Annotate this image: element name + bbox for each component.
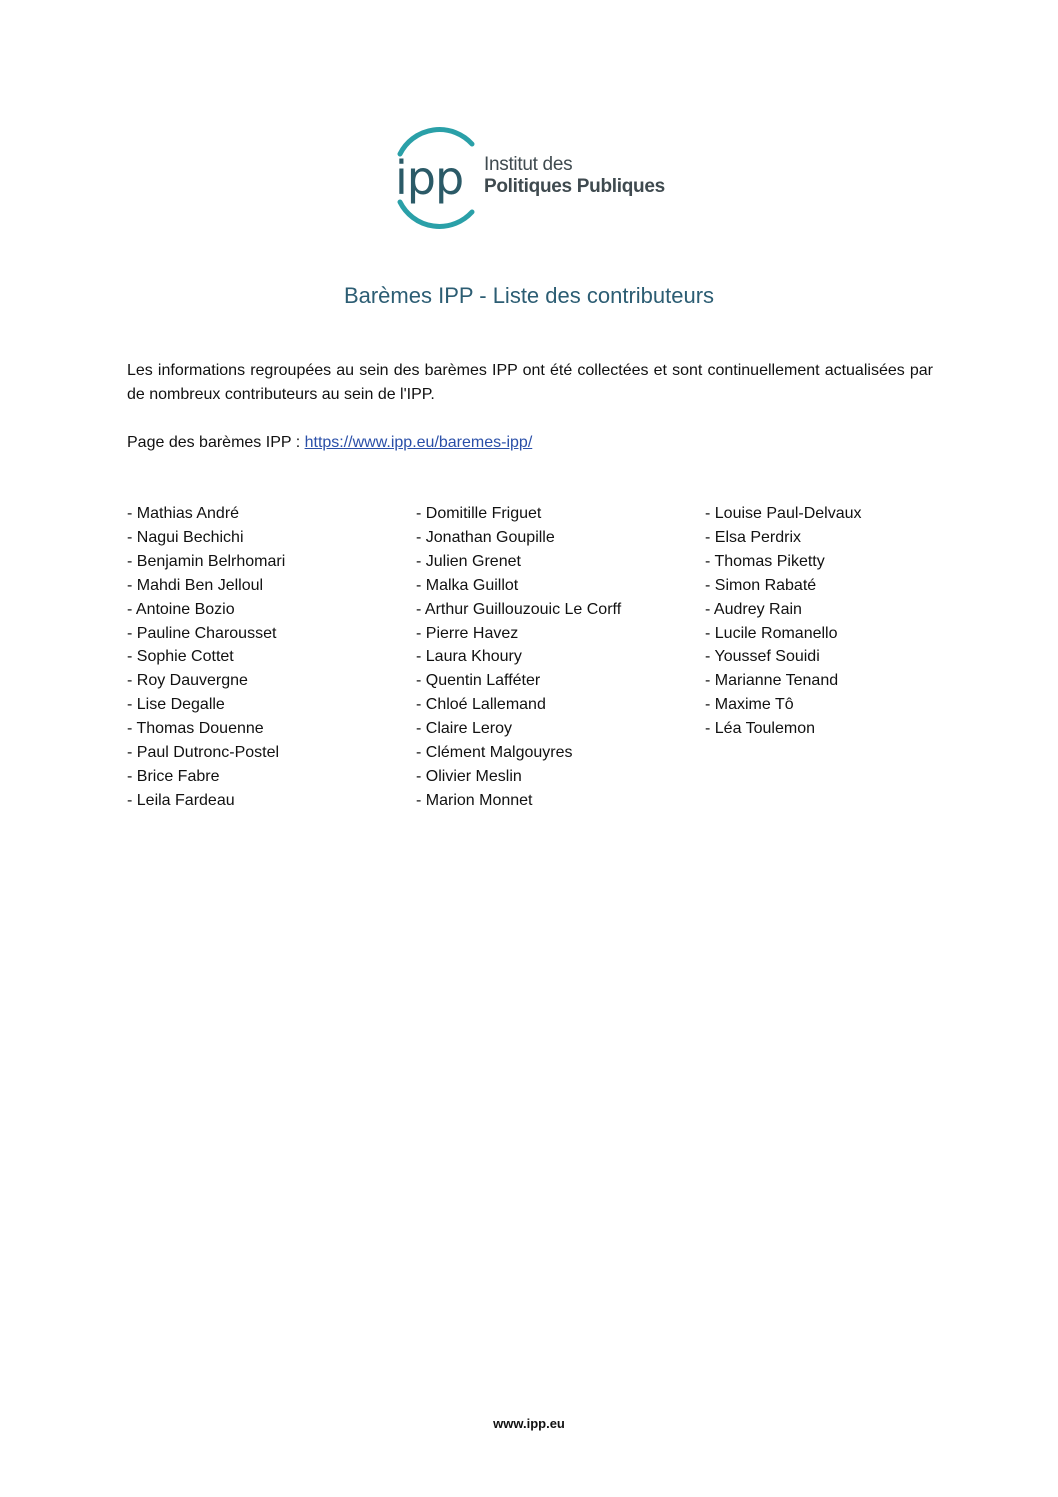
- contributor-item: - Thomas Piketty: [705, 552, 825, 570]
- contributor-item: - Olivier Meslin: [416, 767, 522, 785]
- contributor-item: - Roy Dauvergne: [127, 672, 248, 690]
- contributor-item: - Simon Rabaté: [705, 576, 817, 594]
- contributor-item: - Lucile Romanello: [705, 624, 838, 642]
- page-link-line: [127, 431, 933, 455]
- page-title: Barèmes IPP - Liste des contributeurs: [343, 283, 715, 308]
- contributor-item: - Louise Paul-Delvaux: [705, 505, 862, 522]
- contributor-item: - Mahdi Ben Jelloul: [127, 576, 264, 594]
- contributor-item: - Youssef Souidi: [705, 648, 820, 666]
- contributor-item: - Clément Malgouyres: [416, 744, 573, 762]
- contributor-item: - Pauline Charousset: [127, 624, 277, 642]
- page-link-label: Page des barèmes IPP :: [127, 434, 305, 451]
- contributor-item: - Sophie Cottet: [127, 648, 234, 666]
- contributor-item: - Elsa Perdrix: [705, 528, 802, 546]
- contributor-item: - Léa Toulemon: [705, 720, 815, 738]
- contributor-item: - Domitille Friguet: [416, 505, 542, 522]
- contributor-item: - Paul Dutronc-Postel: [127, 744, 280, 762]
- contributor-item: - Brice Fabre: [127, 767, 220, 785]
- contributor-item: - Chloé Lallemand: [416, 696, 546, 714]
- contributor-item: - Maxime Tô: [705, 696, 794, 714]
- contributor-item: - Malka Guillot: [416, 576, 519, 594]
- contributor-item: - Quentin Lafféter: [416, 672, 541, 690]
- contributor-item: - Marion Monnet: [416, 791, 533, 809]
- contributor-item: - Audrey Rain: [705, 600, 802, 618]
- contributor-item: - Jonathan Goupille: [416, 528, 555, 546]
- contributor-item: - Claire Leroy: [416, 720, 513, 738]
- contributor-item: - Lise Degalle: [127, 696, 225, 714]
- contributor-item: - Marianne Tenand: [705, 672, 839, 690]
- baremes-link[interactable]: https://www.ipp.eu/baremes-ipp/: [304, 434, 533, 451]
- contributor-item: - Benjamin Belrhomari: [127, 552, 286, 570]
- footer-url: www.ipp.eu: [493, 1416, 565, 1431]
- contributors-column-2: [416, 502, 621, 813]
- contributor-item: - Antoine Bozio: [127, 600, 235, 618]
- contributor-item: - Nagui Bechichi: [127, 528, 244, 546]
- intro-paragraph: Les informations regroupées au sein des barèmes IPP ont été collectées et sont continuellement actualisées par de nombreux contributeurs au sein de l'IPP.: [127, 362, 933, 403]
- contributor-item: - Leila Fardeau: [127, 791, 235, 809]
- logo-line-2: Politiques Publiques: [484, 176, 665, 197]
- contributor-item: - Mathias André: [127, 505, 240, 522]
- logo-mark: ipp: [395, 151, 464, 205]
- contributors-column-3: [705, 502, 862, 741]
- contributor-item: - Arthur Guillouzouic Le Corff: [416, 600, 622, 618]
- contributor-item: - Pierre Havez: [416, 624, 519, 642]
- contributor-item: - Thomas Douenne: [127, 720, 264, 738]
- contributor-item: - Julien Grenet: [416, 552, 521, 570]
- ipp-logo: [388, 126, 678, 230]
- contributor-item: - Laura Khoury: [416, 648, 522, 666]
- logo-line-1: Institut des: [484, 154, 573, 175]
- contributors-column-1: [127, 502, 285, 813]
